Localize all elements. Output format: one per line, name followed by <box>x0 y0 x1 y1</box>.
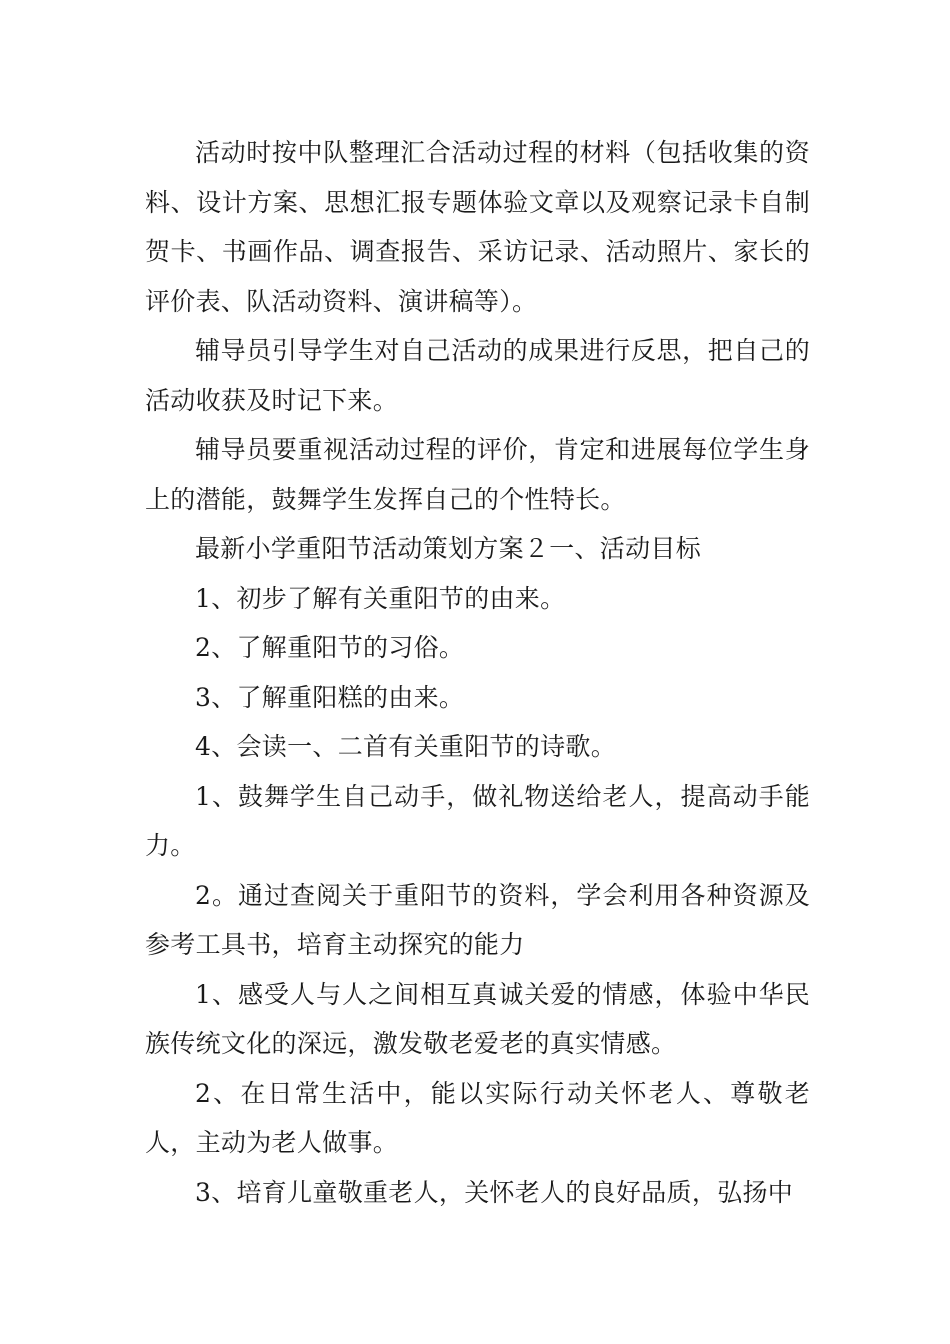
list-item: 1、初步了解有关重阳节的由来。 <box>195 583 566 613</box>
list-item: 1、感受人与人之间相互真诚关爱的情感，体验中华民族传统文化的深远，激发敬老爱老的真实情感。 <box>145 979 810 1058</box>
list-item: 2。通过查阅关于重阳节的资料，学会利用各种资源及参考工具书，培育主动探究的能力 <box>145 880 810 959</box>
paragraph: 辅导员要重视活动过程的评价，肯定和进展每位学生身上的潜能，鼓舞学生发挥自己的个性特长。 <box>145 435 810 514</box>
list-item: 1、鼓舞学生自己动手，做礼物送给老人，提高动手能力。 <box>145 781 810 860</box>
section-heading: 最新小学重阳节活动策划方案２一、活动目标 <box>195 534 702 563</box>
list-item: 2、在日常生活中，能以实际行动关怀老人、尊敬老人，主动为老人做事。 <box>145 1078 810 1157</box>
list-item: 3、了解重阳糕的由来。 <box>195 682 465 712</box>
paragraph: 辅导员引导学生对自己活动的成果进行反思，把自己的活动收获及时记下来。 <box>145 336 810 415</box>
list-item: 2、了解重阳节的习俗。 <box>195 633 465 662</box>
document-body <box>145 128 810 1217</box>
paragraph: 活动时按中队整理汇合活动过程的材料（包括收集的资料、设计方案、思想汇报专题体验文章以及观察记录卡自制贺卡、书画作品、调查报告、采访记录、活动照片、家长的评价表、队活动资料、演讲稿等）。 <box>145 138 810 316</box>
list-item: 4、会读一、二首有关重阳节的诗歌。 <box>195 732 617 761</box>
list-item: 3、培育儿童敬重老人，关怀老人的良好品质，弘扬中 <box>195 1177 794 1207</box>
